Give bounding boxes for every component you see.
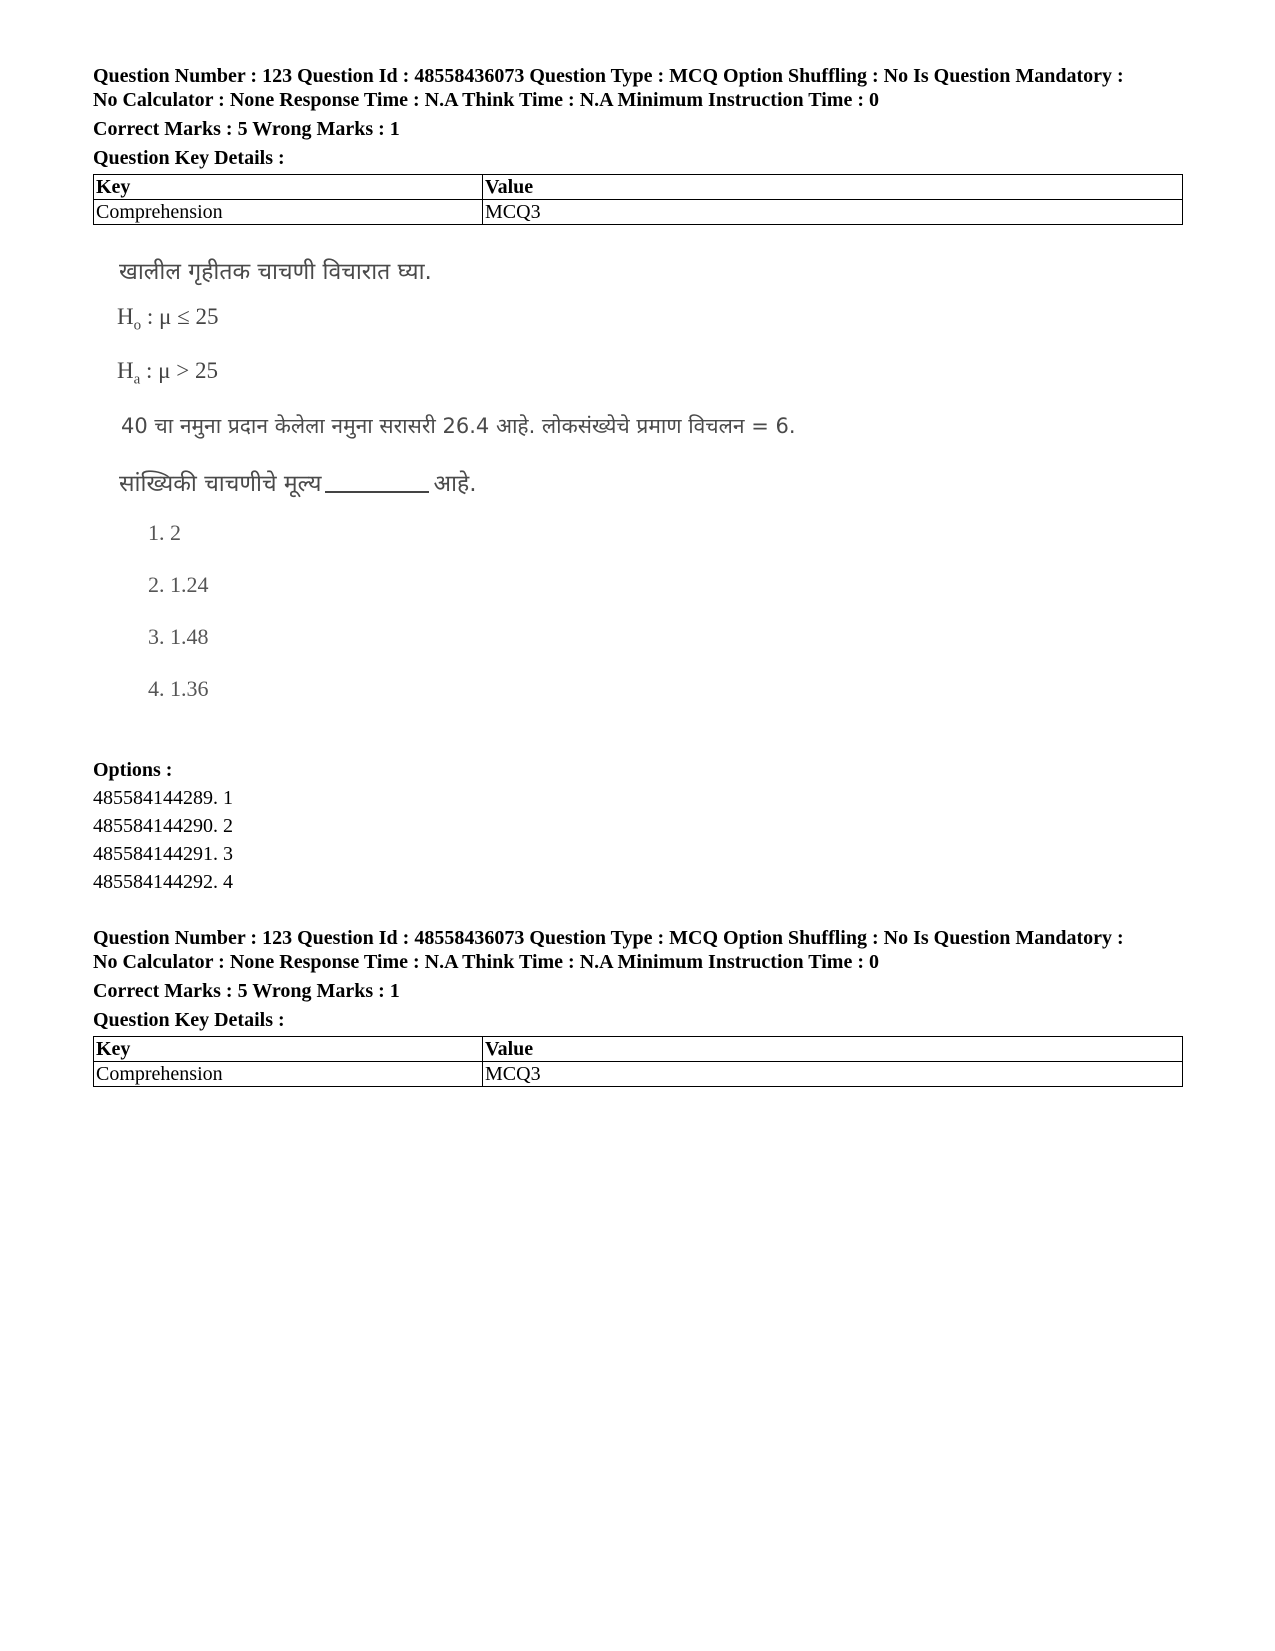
question-key-details-label: Question Key Details : [93,147,285,169]
test-statistic-suffix: आहे. [433,471,477,497]
choice-3: 3. 1.48 [148,624,209,649]
sample-description: 40 चा नमुना प्रदान केलेला नमुना सरासरी 26.4 आहे. लोकसंख्येचे प्रमाण विचलन = 6. [121,414,796,438]
table-row [94,200,1183,225]
list-item: 485584144291. 3 [93,843,233,865]
table-cell-key: Comprehension [94,200,483,225]
question-key-table [93,174,1183,225]
ha-condition: : μ > 25 [140,358,218,383]
options-list [93,756,233,896]
table-header-value: Value [483,1037,1183,1062]
question-meta-line-1: Question Number : 123 Question Id : 48558436073 Question Type : MCQ Option Shuffling : No Is Question Mandatory : [93,65,1124,87]
table-row [94,1062,1183,1087]
h0-subscript: o [133,317,142,334]
question-intro: खालील गृहीतक चाचणी विचारात घ्या. [119,259,432,285]
question-key-table [93,1036,1183,1087]
test-statistic-prompt [119,466,477,498]
alternative-hypothesis [117,358,218,389]
choice-1: 1. 2 [148,520,181,545]
table-cell-value: MCQ3 [483,1062,1183,1087]
table-header-key: Key [94,175,483,200]
choice-4: 4. 1.36 [148,676,209,701]
list-item: 485584144292. 4 [93,871,233,893]
question-header-block-repeat [93,926,1193,1087]
answer-blank [325,491,429,493]
null-hypothesis [117,304,218,335]
table-header-row [94,175,1183,200]
table-header-value: Value [483,175,1183,200]
table-header-key: Key [94,1037,483,1062]
marks-line: Correct Marks : 5 Wrong Marks : 1 [93,118,400,140]
list-item: 485584144290. 2 [93,815,233,837]
question-meta-line-2: No Calculator : None Response Time : N.A Think Time : N.A Minimum Instruction Time : 0 [93,89,879,111]
options-label: Options : [93,759,173,781]
ha-symbol: H [117,358,134,383]
h0-condition: : μ ≤ 25 [141,304,219,329]
ha-subscript: a [133,371,141,388]
question-meta-line-2: No Calculator : None Response Time : N.A Think Time : N.A Minimum Instruction Time : 0 [93,951,879,973]
test-statistic-text: सांख्यिकी चाचणीचे मूल्य [119,471,322,497]
table-cell-value: MCQ3 [483,200,1183,225]
h0-symbol: H [117,304,134,329]
question-key-details-label: Question Key Details : [93,1009,285,1031]
question-meta-line-1: Question Number : 123 Question Id : 48558436073 Question Type : MCQ Option Shuffling : No Is Question Mandatory : [93,927,1124,949]
marks-line: Correct Marks : 5 Wrong Marks : 1 [93,980,400,1002]
question-header-block [93,64,1193,225]
question-image [93,252,913,732]
table-cell-key: Comprehension [94,1062,483,1087]
list-item: 485584144289. 1 [93,787,233,809]
table-header-row [94,1037,1183,1062]
choice-2: 2. 1.24 [148,572,209,597]
